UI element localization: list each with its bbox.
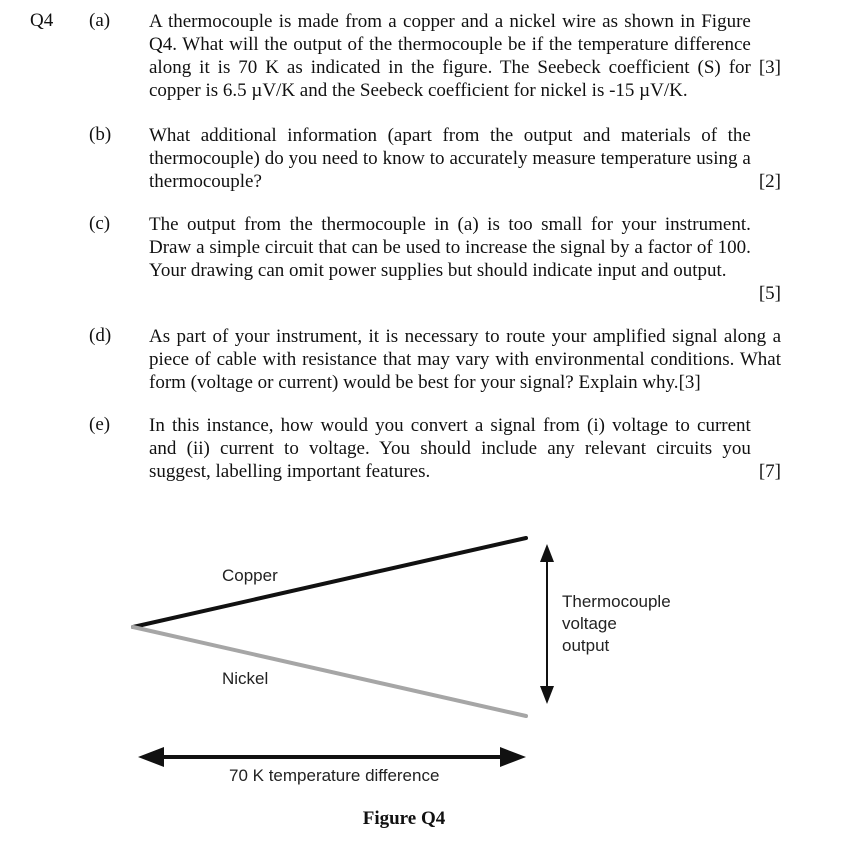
part-c-marks: [5] [758, 283, 781, 304]
part-b-label: (b) [89, 124, 112, 145]
temperature-difference-arrow [138, 747, 526, 767]
part-d-marks: [3] [678, 372, 701, 393]
part-e-marks: [7] [758, 461, 781, 482]
part-a-marks: [3] [758, 57, 781, 78]
temperature-label: 70 K temperature difference [229, 766, 440, 785]
figure-caption: Figure Q4 [362, 808, 446, 829]
nickel-wire [133, 627, 526, 716]
part-d-body: As part of your instrument, it is necessary to route your amplified signal along a piece of cable with resistance that may vary with environmental conditions. What form (voltage or current) would be best for your signal? Explain why. [149, 326, 781, 393]
output-label-line-1: Thermocouple [562, 592, 671, 611]
output-label-line-3: output [562, 636, 610, 655]
part-b-body: What additional information (apart from the output and materials of the thermocouple) do you need to know to accurately measure temperature using a thermocouple? [149, 125, 751, 192]
part-d-label: (d) [89, 325, 112, 346]
question-number: Q4 [30, 10, 54, 31]
part-e-label: (e) [89, 414, 111, 435]
output-label-line-2: voltage [562, 614, 617, 633]
part-a-label: (a) [89, 10, 111, 31]
copper-wire [133, 538, 526, 627]
part-c-body: The output from the thermocouple in (a) is too small for your instrument. Draw a simple circuit that can be used to increase the signal by a factor of 100. Your drawing can omit power supplies but should indicate input and output. [149, 214, 751, 281]
voltage-output-arrow [540, 544, 554, 704]
part-a-body: A thermocouple is made from a copper and a nickel wire as shown in Figure Q4. What will the output of the thermocouple be if the temperature difference along it is 70 K as indicated in the figure. The Seebeck coefficient (S) for copper is 6.5 µV/K and the Seebeck coefficient for nickel is -15 µV/K. [149, 11, 751, 101]
part-b-marks: [2] [758, 171, 781, 192]
part-e-body: In this instance, how would you convert a signal from (i) voltage to current and (ii) current to voltage. You should include any relevant circuits you suggest, labelling important features. [149, 415, 751, 482]
copper-label: Copper [222, 566, 278, 585]
part-c-label: (c) [89, 213, 111, 234]
nickel-label: Nickel [222, 669, 269, 688]
